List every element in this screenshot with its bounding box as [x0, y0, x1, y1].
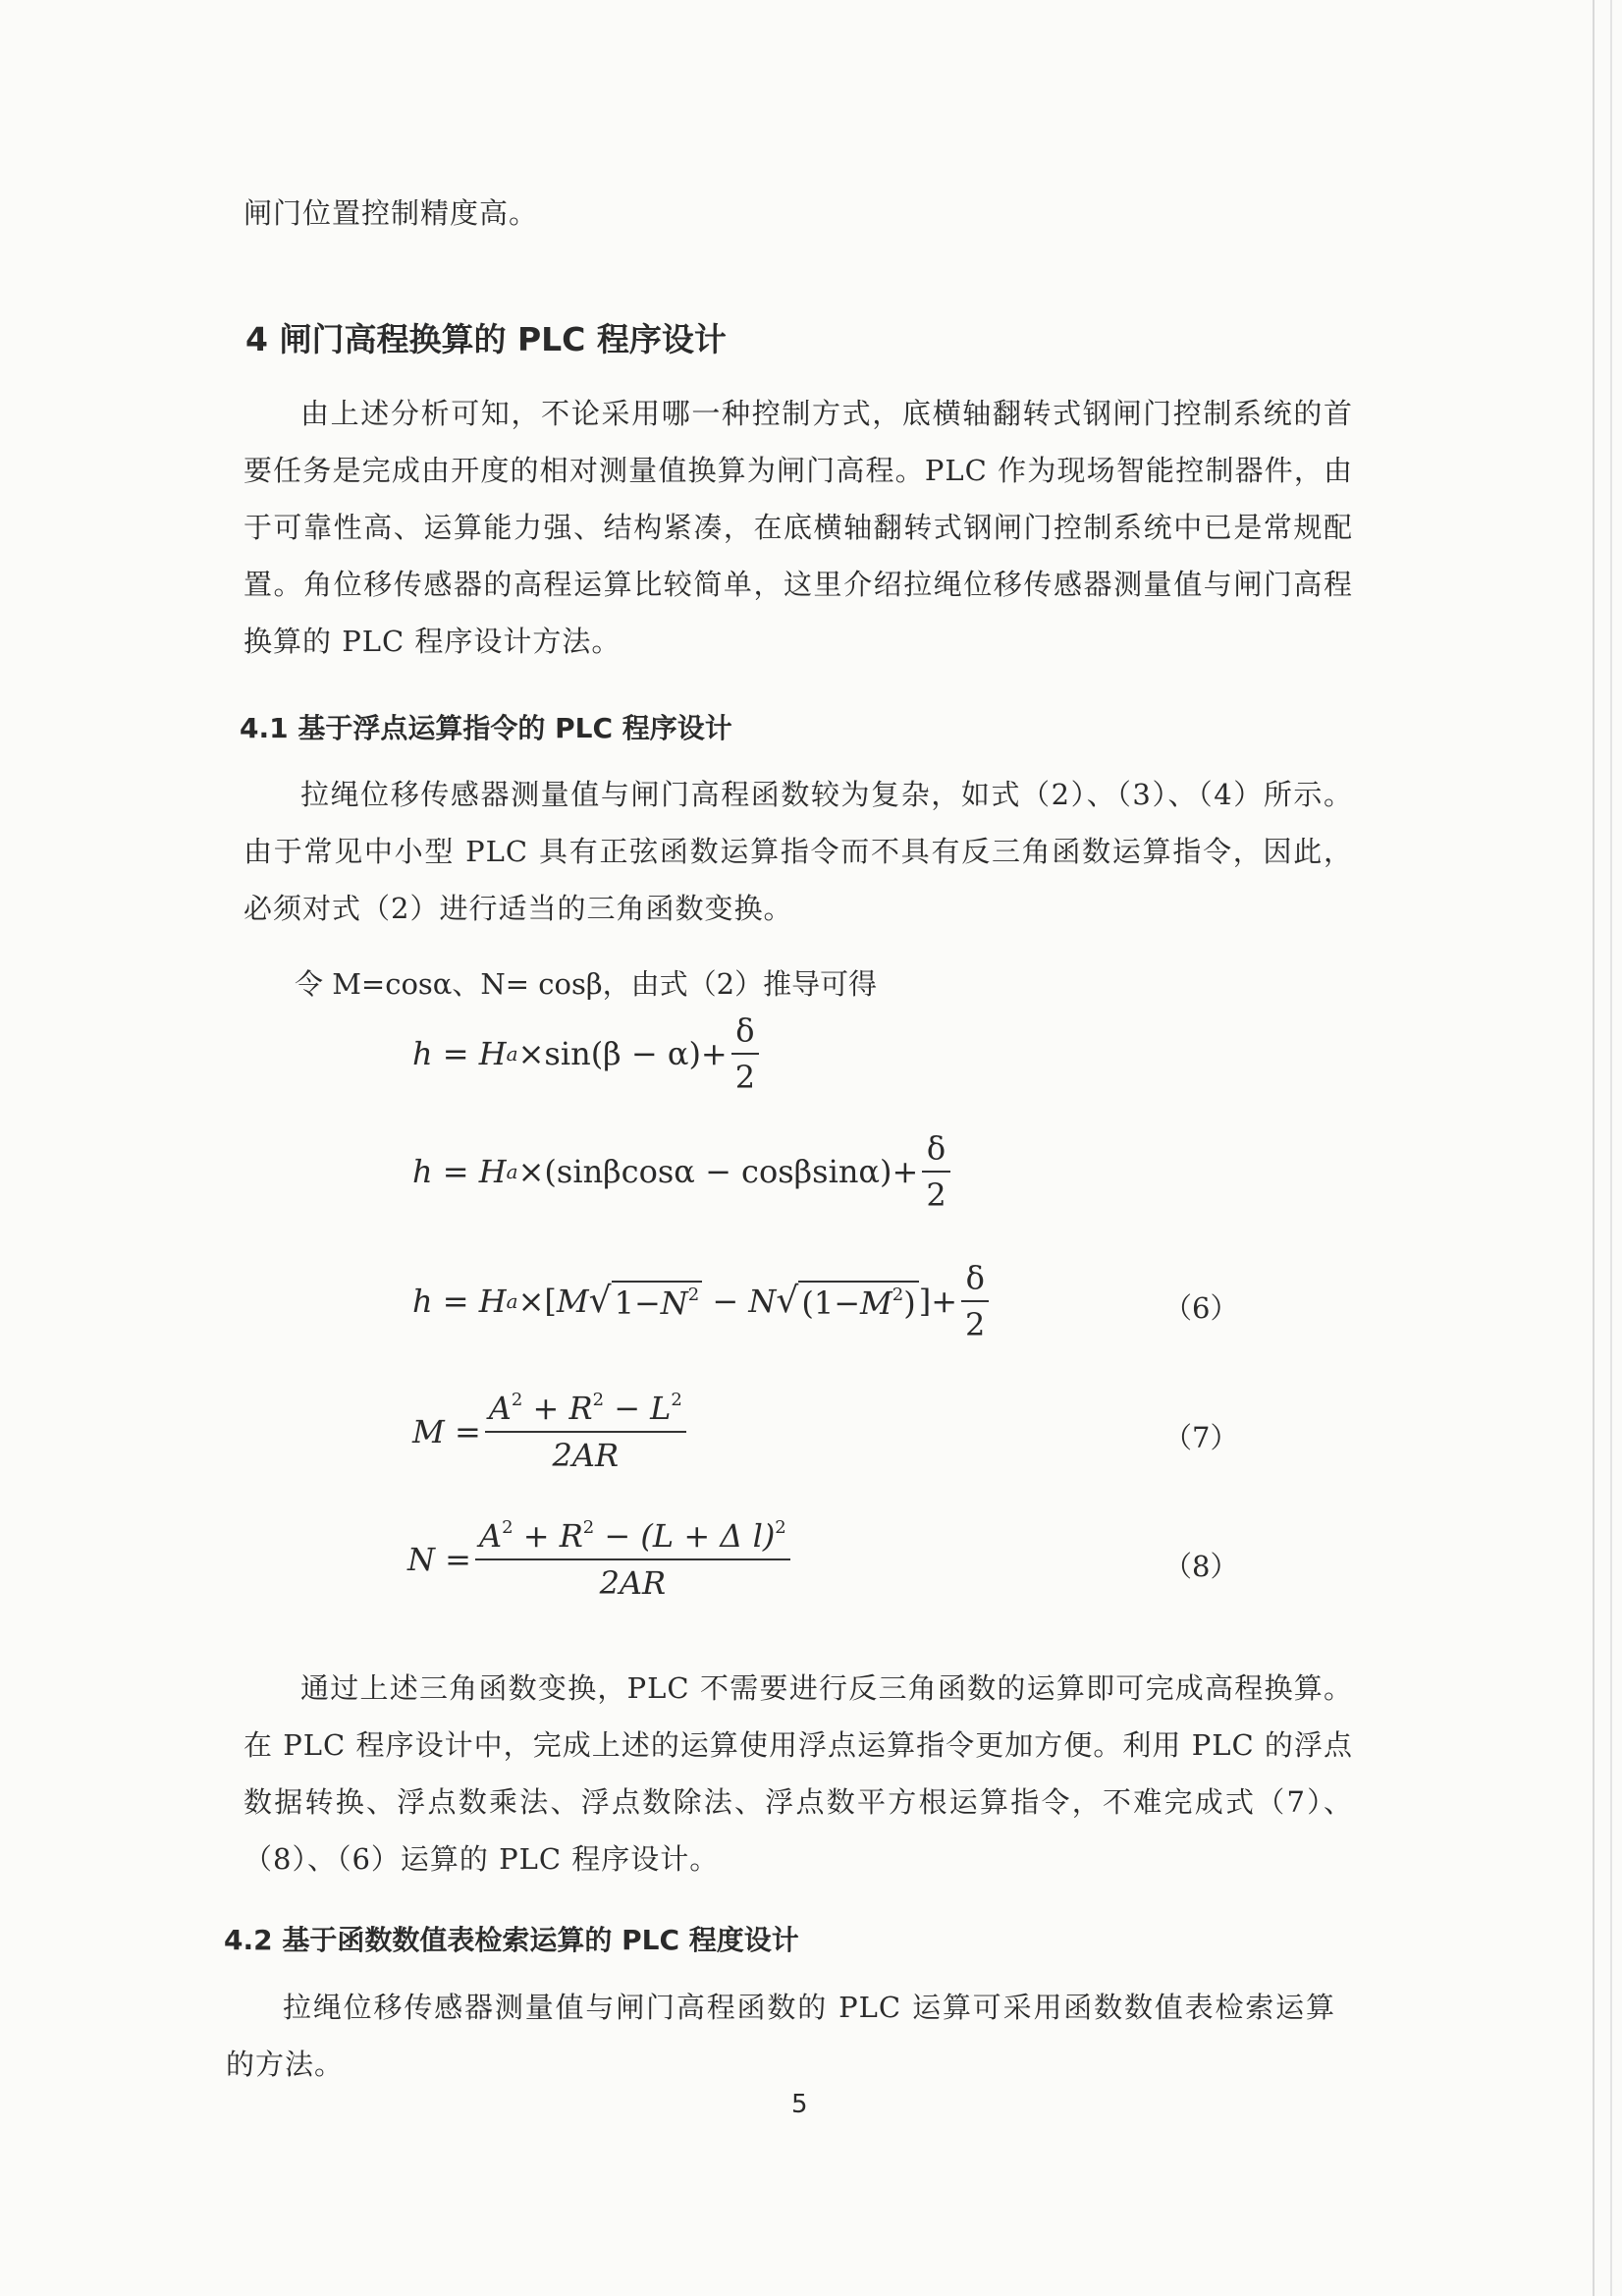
formula-8: N = $\frac{A^2 + R^2 - (L + \Delta l)^2}{2AR}$ [407, 1517, 794, 1602]
section-4-title: 4 闸门高程换算的 PLC 程序设计 [245, 320, 727, 358]
formula-h-sin: h = H a ×sin(β − α)+ $\frac{\delta}{2}$ [412, 1011, 763, 1096]
formula-6: h = H a ×[ M √ $1-N^2$ − N √ $(1-M^2)$ ]+ $\frac{\delta}{2}$ [412, 1259, 993, 1343]
equation-number-7: （7） [1163, 1421, 1239, 1454]
formula-h-expanded: h = H a ×(sinβcosα − cosβsinα)+ $\frac{\delta}{2}$ [412, 1129, 954, 1214]
section-4-paragraph: 由上述分析可知，不论采用哪一种控制方式，底横轴翻转式钢闸门控制系统的首要任务是完成由开度的相对测量值换算为闸门高程。PLC 作为现场智能控制器件，由于可靠性高、运算能力强、结构紧凑，在底横轴翻转式钢闸门控制系统中已是常规配置。角位移传感器的高程运算比较简单，这里介绍拉绳位移传感器测量值与闸门高程换算的 PLC 程序设计方法。 [243, 397, 1353, 658]
formula-7: M = $\frac{A^2 + R^2 - L^2}{2AR}$ [412, 1390, 690, 1474]
intro-line: 闸门位置控制精度高。 [243, 196, 539, 230]
section-4-1-after-paragraph: 通过上述三角函数变换，PLC 不需要进行反三角函数的运算即可完成高程换算。在 PLC 程序设计中，完成上述的运算使用浮点运算指令更加方便。利用 PLC 的浮点数据转换、浮点数乘法、浮点数除法、浮点数平方根运算指令，不难完成式（7）、（8）、（6）运算的 PLC 程序设计。 [243, 1671, 1353, 1876]
section-4-2-paragraph: 拉绳位移传感器测量值与闸门高程函数的 PLC 运算可采用函数数值表检索运算的方法。 [226, 1991, 1335, 2081]
page-edge-line [1610, 0, 1612, 2296]
equation-number-6: （6） [1163, 1291, 1239, 1325]
section-4-1-paragraph: 拉绳位移传感器测量值与闸门高程函数较为复杂，如式（2）、（3）、（4）所示。由于常见中小型 PLC 具有正弦函数运算指令而不具有反三角函数运算指令，因此，必须对式（2）进行适当的三角函数变换。 [243, 778, 1353, 925]
equation-number-8: （8） [1163, 1550, 1239, 1583]
section-4-1-title: 4.1 基于浮点运算指令的 PLC 程序设计 [240, 712, 732, 744]
page-edge-line [1593, 0, 1595, 2296]
section-4-2-title: 4.2 基于函数数值表检索运算的 PLC 程度设计 [224, 1924, 799, 1956]
page-number: 5 [791, 2090, 808, 2119]
let-line: 令 M=cosα、N= cosβ，由式（2）推导可得 [295, 967, 878, 1001]
